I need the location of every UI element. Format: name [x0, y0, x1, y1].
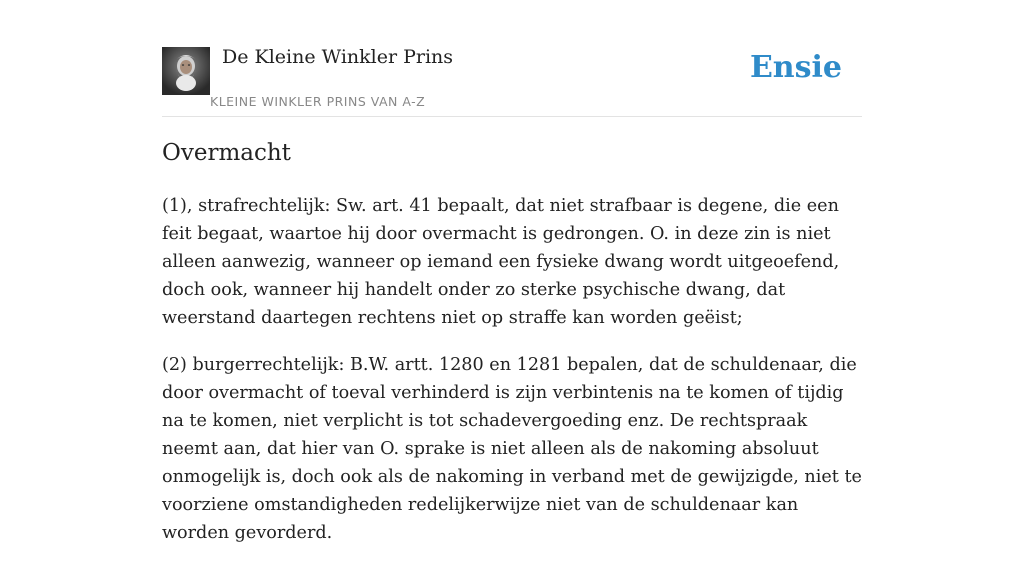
site-name[interactable]: De Kleine Winkler Prins: [222, 46, 454, 68]
site-header: [162, 0, 862, 117]
article-body: [162, 192, 864, 566]
avatar[interactable]: [162, 47, 210, 95]
site-subtitle[interactable]: KLEINE WINKLER PRINS VAN A-Z: [210, 94, 426, 109]
article-title: Overmacht: [162, 140, 291, 166]
article-paragraph-1: (1), strafrechtelijk: Sw. art. 41 bepaalt, dat niet strafbaar is degene, die een feit begaat, waartoe hij door overmacht is gedrongen. O. in deze zin is niet alleen aanwezig, wanneer op iemand een fysieke dwang wordt uitgeoefend, doch ook, wanneer hij handelt onder zo sterke psychische dwang, dat weerstand daartegen rechtens niet op straffe kan worden geëist;: [162, 196, 840, 328]
article-paragraph-2: (2) burgerrechtelijk: B.W. artt. 1280 en 1281 bepalen, dat de schuldenaar, die door overmacht of toeval verhinderd is zijn verbintenis na te komen of tijdig na te komen, niet verplicht is tot schadevergoeding enz. De rechtspraak neemt aan, dat hier van O. sprake is niet alleen als de nakoming absoluut onmogelijk is, doch ook als de nakoming in verband met de gewijzigde, niet te voorziene omstandigheden redelijkerwijze niet van de schuldenaar kan worden gevorderd.: [162, 355, 862, 543]
page-container: [162, 0, 862, 543]
bearded-man-portrait-icon: [162, 47, 210, 95]
brand-logo[interactable]: Ensie: [749, 50, 842, 85]
